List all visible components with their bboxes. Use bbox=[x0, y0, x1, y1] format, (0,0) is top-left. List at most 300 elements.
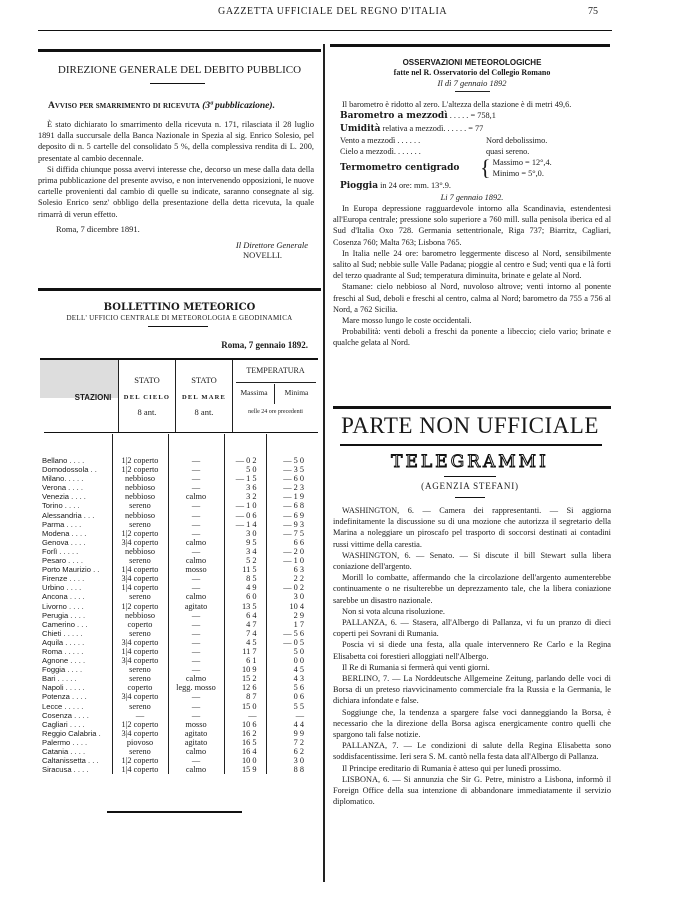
telegrammi-title: TELEGRAMMI bbox=[391, 452, 549, 472]
temp-max: 7 4 bbox=[224, 629, 266, 638]
sky-state: sereno bbox=[112, 520, 168, 529]
table-row bbox=[0, 520, 306, 529]
sea-state: — bbox=[168, 665, 224, 674]
table-row bbox=[0, 756, 306, 765]
temp-min: — 2 0 bbox=[266, 547, 306, 556]
temp-max: 5 2 bbox=[224, 556, 266, 565]
sky-state: 1|2 coperto bbox=[112, 456, 168, 465]
gazette-title: GAZZETTA UFFICIALE DEL REGNO D'ITALIA bbox=[218, 6, 448, 17]
cielo-row bbox=[333, 146, 611, 157]
header-stato-cielo: STATO bbox=[134, 375, 160, 385]
station-name: Urbino . . . . bbox=[42, 583, 82, 593]
temp-min: 7 2 bbox=[266, 738, 306, 747]
label: Pioggia bbox=[340, 180, 379, 191]
table-row bbox=[0, 683, 306, 692]
sky-state: nebbioso bbox=[112, 511, 168, 520]
avviso-publication: (3ª pubblicazione). bbox=[202, 101, 275, 111]
station-name: Chieti . . . . . bbox=[42, 628, 83, 638]
avviso-title: Avviso per smarrimento di ricevuta bbox=[48, 101, 200, 111]
sea-state: calmo bbox=[168, 765, 224, 774]
table-row bbox=[0, 647, 306, 656]
header-minima: Minima bbox=[284, 388, 309, 397]
temp-max: 16 2 bbox=[224, 729, 266, 738]
weather-table bbox=[0, 434, 306, 774]
station-name: Cagliari . . . . bbox=[42, 719, 85, 729]
temp-min: — 1 0 bbox=[266, 556, 306, 565]
temp-max: 16 5 bbox=[224, 738, 266, 747]
osservazioni-date: Il dì 7 gennaio 1892 bbox=[437, 78, 507, 88]
station-name: Pesaro . . . . bbox=[42, 556, 83, 566]
table-row bbox=[0, 492, 306, 501]
table-row bbox=[0, 465, 306, 474]
temp-max: 11 7 bbox=[224, 647, 266, 656]
temp-max: 8 7 bbox=[224, 692, 266, 701]
sky-state: 3|4 coperto bbox=[112, 656, 168, 665]
massimo: Massimo = 12°,4. bbox=[492, 158, 552, 168]
sky-state: 3|4 coperto bbox=[112, 692, 168, 701]
station-name: Agnone . . . . bbox=[42, 656, 86, 666]
sea-state: — bbox=[168, 501, 224, 510]
sky-state: 3|4 coperto bbox=[112, 538, 168, 547]
header-massima: Massima bbox=[240, 388, 268, 397]
sea-state: — bbox=[168, 520, 224, 529]
station-name: Roma . . . . . bbox=[42, 646, 84, 656]
temp-min: 4 5 bbox=[266, 665, 306, 674]
station-name: Modena . . . . bbox=[42, 528, 87, 538]
avviso-date: Roma, 7 dicembre 1891. bbox=[56, 223, 140, 234]
temp-max: 6 0 bbox=[224, 592, 266, 601]
station-name: Lecce . . . . . bbox=[42, 701, 84, 711]
header-stato-mare: STATO bbox=[191, 375, 217, 385]
station-name: Firenze . . . . bbox=[42, 574, 85, 584]
temp-max: 15 0 bbox=[224, 702, 266, 711]
sky-state: piovoso bbox=[112, 738, 168, 747]
station-name: Livorno . . . . bbox=[42, 601, 84, 611]
station-name: Forlì . . . . . bbox=[42, 546, 79, 556]
table-row bbox=[0, 747, 306, 756]
sea-state: mosso bbox=[168, 565, 224, 574]
table-row bbox=[0, 538, 306, 547]
station-name: Domodossola . . bbox=[42, 465, 97, 475]
sea-state: — bbox=[168, 574, 224, 583]
sky-state: coperto bbox=[112, 683, 168, 692]
sea-state: — bbox=[168, 483, 224, 492]
sea-state: — bbox=[168, 474, 224, 483]
temp-min: 5 5 bbox=[266, 702, 306, 711]
paragraph: In Europa depressione ragguardevole intorno alla Scandinavia, estendentesi all'Europa centrale; pressione solo superiore a 760 mill. sulla penisola iberica ed al Sud d'Italia Oxo 728. Germania settentrionale, Riga 737; Biarritz, Cagliari, Cosenza 760; Malta 763; Lisbona 765. bbox=[333, 204, 611, 247]
sky-state: 1|2 coperto bbox=[112, 602, 168, 611]
sky-state: sereno bbox=[112, 592, 168, 601]
station-name: Napoli . . . . . bbox=[42, 683, 85, 693]
sea-state: agitato bbox=[168, 729, 224, 738]
sea-state: — bbox=[168, 456, 224, 465]
sky-state: coperto bbox=[112, 620, 168, 629]
temp-min: 9 9 bbox=[266, 729, 306, 738]
temp-max: — 1 5 bbox=[224, 474, 266, 483]
temp-min: 3 0 bbox=[266, 756, 306, 765]
table-row bbox=[0, 720, 306, 729]
station-name: Caltanissetta . . . bbox=[42, 756, 99, 766]
temp-min: 6 2 bbox=[266, 747, 306, 756]
sea-state: — bbox=[168, 647, 224, 656]
temp-min: — 6 9 bbox=[266, 511, 306, 520]
sky-state: 1|2 coperto bbox=[112, 465, 168, 474]
temp-max: 10 6 bbox=[224, 720, 266, 729]
value: in 24 ore: mm. 13°.9. bbox=[380, 180, 451, 190]
sea-state: — bbox=[168, 529, 224, 538]
divider bbox=[444, 476, 496, 477]
temp-max: 9 5 bbox=[224, 538, 266, 547]
temp-max: 4 9 bbox=[224, 583, 266, 592]
header-del-cielo: DEL CIELO bbox=[123, 394, 171, 401]
temp-max: — 1 4 bbox=[224, 520, 266, 529]
parte-title: PARTE NON UFFICIALE bbox=[341, 413, 599, 438]
sea-state: — bbox=[168, 547, 224, 556]
temp-max: 13 5 bbox=[224, 602, 266, 611]
station-name: Porto Maurizio . . bbox=[42, 565, 100, 575]
sea-state: — bbox=[168, 638, 224, 647]
temp-min: — 7 5 bbox=[266, 529, 306, 538]
table-row bbox=[0, 638, 306, 647]
station-name: Venezia . . . . bbox=[42, 492, 86, 502]
table-row bbox=[0, 711, 306, 720]
paragraph: Si diffida chiunque possa avervi interesse che, decorso un mese dalla data della prima pubblicazione del presente avviso, e non intervenendo opposizioni, le nuove cartelle provenienti dal cambio di quelle su indicate, saranno consegnate al sig. Solesio Enrico senz' obbligo della presentazione della detta ricevuta, la quale rimarrà di verun effetto. bbox=[38, 164, 314, 219]
table-row bbox=[0, 565, 306, 574]
value: . . . . . = 758,1 bbox=[449, 111, 496, 121]
sky-state: nebbioso bbox=[112, 474, 168, 483]
station-name: Milano. . . . . bbox=[42, 474, 84, 484]
sea-state: — bbox=[168, 465, 224, 474]
station-name: Verona . . . . bbox=[42, 483, 83, 493]
value: quasi sereno. bbox=[486, 147, 530, 157]
table-row bbox=[0, 483, 306, 492]
sky-state: 3|4 coperto bbox=[112, 638, 168, 647]
termometro-row bbox=[333, 157, 611, 179]
station-name: Parma . . . . bbox=[42, 519, 82, 529]
temp-min: 2 9 bbox=[266, 611, 306, 620]
sea-state: — bbox=[168, 511, 224, 520]
temp-max: 15 9 bbox=[224, 765, 266, 774]
station-name: Siracusa . . . . bbox=[42, 765, 89, 775]
temp-max: — 0 2 bbox=[224, 456, 266, 465]
temp-min: 1 7 bbox=[266, 620, 306, 629]
header-ant-cielo: 8 ant. bbox=[137, 407, 157, 417]
temp-min: — 3 5 bbox=[266, 465, 306, 474]
table-row bbox=[0, 729, 306, 738]
column-divider bbox=[323, 44, 325, 882]
telegram: Non si vota alcuna risoluzione. bbox=[342, 606, 445, 616]
temp-max: — 1 0 bbox=[224, 501, 266, 510]
value: Nord debolissimo. bbox=[486, 135, 548, 145]
table-row bbox=[0, 592, 306, 601]
brace: { bbox=[480, 155, 491, 181]
telegram: BERLINO, 7. — La Norddeutsche Allgemeine Zeitung, parlando delle voci di Borsa di un preteso riavvicinamento commerciale fra la Russia e la Germania, le dichiara infondate e false. bbox=[333, 674, 611, 706]
temp-min: — 2 3 bbox=[266, 483, 306, 492]
table-row bbox=[0, 529, 306, 538]
header-rule bbox=[38, 30, 612, 31]
sea-state: — bbox=[168, 711, 224, 720]
table-row bbox=[0, 602, 306, 611]
sea-state: calmo bbox=[168, 538, 224, 547]
sea-state: legg. mosso bbox=[168, 683, 224, 692]
temp-min: 3 0 bbox=[266, 592, 306, 601]
sky-state: 1|4 coperto bbox=[112, 647, 168, 656]
table-header-rule bbox=[44, 432, 318, 433]
temp-min: — 0 5 bbox=[266, 638, 306, 647]
telegram: WASHINGTON, 6. — Camera dei rappresentanti. — Si aggiorna indefinitamente la discussione su di una mozione che autorizza il segretario della Marina a noleggiare un piroscafo pel trasporto di soccorsi destinati ai contadini russi vittime della carestia. bbox=[333, 506, 611, 549]
divider bbox=[455, 497, 485, 498]
sky-state: 3|4 coperto bbox=[112, 729, 168, 738]
telegram: Poscia vi si diede una festa, alla quale intervennero Re Carlo e la Regina Elisabetta coi forestieri alloggiati nell'Albergo. bbox=[333, 640, 611, 661]
signer-title: Il Direttore Generale bbox=[235, 239, 308, 250]
temp-min: 5 0 bbox=[266, 647, 306, 656]
temp-min: 6 6 bbox=[266, 538, 306, 547]
sky-state: 1|2 coperto bbox=[112, 756, 168, 765]
vento-row bbox=[333, 135, 611, 146]
table-row bbox=[0, 656, 306, 665]
temp-max: 6 4 bbox=[224, 611, 266, 620]
telegram: Il Principe ereditario di Rumania è atteso qui per lunedì prossimo. bbox=[342, 763, 562, 773]
avviso-body bbox=[38, 119, 314, 260]
temp-max: — bbox=[224, 711, 266, 720]
table-row bbox=[0, 474, 306, 483]
telegram: Il Re di Rumania si fermerà qui venti giorni. bbox=[342, 662, 490, 672]
station-name: Aquila . . . . . bbox=[42, 637, 85, 647]
label: Termometro centigrado bbox=[340, 162, 460, 173]
osservazioni-date2: Li 7 gennaio 1892. bbox=[440, 192, 504, 202]
temp-max: 6 1 bbox=[224, 656, 266, 665]
temp-min: — 6 8 bbox=[266, 501, 306, 510]
table-row bbox=[0, 765, 306, 774]
paragraph: È stato dichiarato lo smarrimento della ricevuta n. 171, rilasciata il 28 luglio 1891 dalla succursale della Banca Nazionale in Spezia al sig. Enrico Solesio, pel deposito di n. 5 cartelle del consolidato 5 %, della complessiva rendita di L. 200, presentate al cambio decennale. bbox=[38, 120, 314, 163]
signer-name: NOVELLI. bbox=[243, 249, 282, 260]
osservazioni bbox=[333, 58, 611, 349]
temp-max: 8 5 bbox=[224, 574, 266, 583]
temp-min: 6 3 bbox=[266, 565, 306, 574]
sea-state: — bbox=[168, 702, 224, 711]
sea-state: — bbox=[168, 583, 224, 592]
table-row bbox=[0, 629, 306, 638]
temp-min: 0 0 bbox=[266, 656, 306, 665]
table-row bbox=[0, 583, 306, 592]
table-row bbox=[0, 456, 306, 465]
sea-state: — bbox=[168, 656, 224, 665]
temp-min: 4 3 bbox=[266, 674, 306, 683]
temp-max: 15 2 bbox=[224, 674, 266, 683]
value: relativa a mezzodì. . . . . . = 77 bbox=[382, 123, 484, 133]
temp-max: 16 4 bbox=[224, 747, 266, 756]
sky-state: 1|4 coperto bbox=[112, 565, 168, 574]
temp-max: 4 7 bbox=[224, 620, 266, 629]
sea-state: calmo bbox=[168, 674, 224, 683]
temp-min: — 1 9 bbox=[266, 492, 306, 501]
station-name: Reggio Calabria . bbox=[42, 728, 101, 738]
bollettino-subtitle: DELL' UFFICIO CENTRALE DI METEOROLOGIA E GEODINAMICA bbox=[66, 314, 293, 322]
page-number: 75 bbox=[588, 6, 598, 17]
station-name: Camerino . . . bbox=[42, 619, 88, 629]
sea-state: agitato bbox=[168, 602, 224, 611]
sky-state: nebbioso bbox=[112, 492, 168, 501]
temp-min: — 6 0 bbox=[266, 474, 306, 483]
temp-min: — 9 3 bbox=[266, 520, 306, 529]
station-name: Cosenza . . . . bbox=[42, 710, 89, 720]
sea-state: calmo bbox=[168, 592, 224, 601]
sky-state: sereno bbox=[112, 674, 168, 683]
temp-min: 10 4 bbox=[266, 602, 306, 611]
temp-max: 5 0 bbox=[224, 465, 266, 474]
table-row bbox=[0, 620, 306, 629]
telegram: LISBONA, 6. — Si annunzia che Sir G. Petre, ministro a Lisbona, informò il Foreign Office della sua intenzione di abbandonare immediatamente il servizio diplomatico. bbox=[333, 774, 611, 807]
agenzia: (AGENZIA STEFANI) bbox=[421, 481, 519, 491]
sea-state: agitato bbox=[168, 738, 224, 747]
sky-state: 1|4 coperto bbox=[112, 765, 168, 774]
divider bbox=[455, 91, 490, 92]
temp-max: 12 6 bbox=[224, 683, 266, 692]
station-name: Genova . . . . bbox=[42, 537, 86, 547]
telegrammi-body bbox=[333, 505, 611, 807]
telegram: Morill lo combatte, affermando che la circolazione dell'argento aumenterebbe continuamente o ne risulterebbe un deprezzamento tale, che la libera coniazione sarebbe un disastro nazionale. bbox=[333, 573, 611, 605]
table-row bbox=[0, 674, 306, 683]
sea-state: — bbox=[168, 692, 224, 701]
table-row bbox=[0, 702, 306, 711]
station-name: Bellano . . . . bbox=[42, 456, 85, 465]
label: Cielo a mezzodì. . . . . . . bbox=[340, 147, 421, 157]
sky-state: sereno bbox=[112, 556, 168, 565]
bollettino-title: BOLLETTINO METEORICO bbox=[103, 302, 256, 313]
station-name: Palermo . . . . bbox=[42, 737, 88, 747]
table-row bbox=[0, 574, 306, 583]
temp-min: — 0 2 bbox=[266, 583, 306, 592]
paragraph: Stamane: cielo nebbioso al Nord, nuvoloso altrove; venti intorno al ponente freschi al Sud, deboli e freschi al centro, calma al Nord; barometro da 755 a 756 al Nord, a 762 Sicilia. bbox=[333, 282, 611, 314]
sky-state: sereno bbox=[112, 629, 168, 638]
pioggia-row bbox=[333, 180, 611, 192]
label: Umidità bbox=[340, 123, 381, 134]
table-row bbox=[0, 692, 306, 701]
temp-max: 3 4 bbox=[224, 547, 266, 556]
station-name: Catania . . . . bbox=[42, 747, 86, 756]
temp-min: 0 6 bbox=[266, 692, 306, 701]
sky-state: 1|2 coperto bbox=[112, 529, 168, 538]
sky-state: sereno bbox=[112, 665, 168, 674]
sky-state: 3|4 coperto bbox=[112, 574, 168, 583]
section-rule bbox=[38, 49, 321, 52]
sea-state: — bbox=[168, 629, 224, 638]
label: Vento a mezzodì . . . . . . bbox=[340, 135, 421, 145]
sky-state: sereno bbox=[112, 702, 168, 711]
sea-state: — bbox=[168, 756, 224, 765]
sea-state: calmo bbox=[168, 747, 224, 756]
temp-max: 3 2 bbox=[224, 492, 266, 501]
table-header bbox=[40, 360, 318, 432]
end-rule bbox=[107, 811, 242, 813]
table-row bbox=[0, 547, 306, 556]
sky-state: nebbioso bbox=[112, 547, 168, 556]
table-row bbox=[0, 611, 306, 620]
debito-title: DIREZIONE GENERALE DEL DEBITO PUBBLICO bbox=[57, 64, 302, 76]
telegram: PALLANZA, 7. — Le condizioni di salute della Regina Elisabetta sono soddisfacentissime. Ieri sera S. M. cantò nella festa data all'Albergo di Pallanza. bbox=[333, 741, 611, 762]
bollettino-date: Roma, 7 gennaio 1892. bbox=[221, 340, 308, 350]
osservazioni-title: OSSERVAZIONI METEOROLOGICHE bbox=[402, 58, 542, 67]
minimo: Minimo = 5°,0. bbox=[492, 169, 544, 179]
paragraph: Probabilità: venti deboli a freschi da ponente a libeccio; cielo vario; brinate e qualche gelata al Nord. bbox=[333, 327, 611, 348]
temp-max: — 0 6 bbox=[224, 511, 266, 520]
station-name: Potenza . . . . bbox=[42, 692, 87, 702]
section-rule bbox=[330, 44, 610, 47]
divider bbox=[150, 83, 205, 84]
section-rule bbox=[340, 444, 602, 446]
temp-min: 8 8 bbox=[266, 765, 306, 774]
barometro-intro: Il barometro è ridotto al zero. L'altezza della stazione è di metri 49,6. bbox=[342, 100, 572, 110]
umidita-row bbox=[333, 123, 611, 135]
temp-min: — bbox=[266, 711, 306, 720]
station-name: Torino . . . . bbox=[42, 501, 80, 511]
sky-state: 1|4 coperto bbox=[112, 583, 168, 592]
sea-state: calmo bbox=[168, 556, 224, 565]
paragraph: Mare mosso lungo le coste occidentali. bbox=[342, 316, 472, 326]
telegram: PALLANZA, 6. — Stasera, all'Albergo di Pallanza, vi fu un pranzo di dieci coperti pei Sovrani di Rumania. bbox=[333, 618, 611, 639]
temp-max: 3 0 bbox=[224, 529, 266, 538]
section-rule bbox=[333, 406, 611, 409]
sky-state: — bbox=[112, 711, 168, 720]
sky-state: nebbioso bbox=[112, 483, 168, 492]
sea-state: — bbox=[168, 611, 224, 620]
table-row bbox=[0, 556, 306, 565]
temp-max: 11 5 bbox=[224, 565, 266, 574]
temp-min: — 5 6 bbox=[266, 629, 306, 638]
section-rule bbox=[38, 288, 321, 291]
divider bbox=[236, 382, 316, 383]
station-name: Alessandria . . . bbox=[42, 510, 95, 520]
table-row bbox=[0, 665, 306, 674]
telegram: Soggiunge che, la tendenza a spargere false voci danneggiando la Borsa, è necessario che la direzione della Borsa agisca energicamente contro quelli che spargono tali false notizie. bbox=[333, 707, 611, 740]
temp-min: 5 6 bbox=[266, 683, 306, 692]
avviso-heading bbox=[48, 101, 318, 111]
temp-min: — 5 0 bbox=[266, 456, 306, 465]
temp-max: 3 6 bbox=[224, 483, 266, 492]
header-ant-mare: 8 ant. bbox=[194, 407, 214, 417]
header-del-mare: DEL MARE bbox=[181, 394, 227, 401]
telegram: WASHINGTON, 6. — Senato. — Si discute il bill Stewart sulla libera coniazione dell'argento. bbox=[333, 550, 611, 572]
paragraph: In Italia nelle 24 ore: barometro leggermente disceso al Nord, sensibilmente salito al Sud; nebbie sulle Valle Padana; pioggie al centro e Sud; venti qua e là forti del terzo quadrante al Sud; temperatura diminuita, brinate e gelate al Nord. bbox=[333, 248, 611, 281]
station-name: Ancona . . . . bbox=[42, 592, 85, 602]
table-row bbox=[0, 738, 306, 747]
label: Barometro a mezzodì bbox=[340, 111, 448, 122]
station-name: Bari . . . . . bbox=[42, 674, 77, 684]
sky-state: nebbioso bbox=[112, 611, 168, 620]
sky-state: sereno bbox=[112, 747, 168, 756]
header-stazioni: STAZIONI bbox=[74, 393, 112, 402]
table-row bbox=[0, 501, 306, 510]
barometro-row bbox=[333, 110, 611, 122]
sky-state: 1|2 coperto bbox=[112, 720, 168, 729]
header-temperatura: TEMPERATURA bbox=[246, 366, 305, 375]
sea-state: — bbox=[168, 620, 224, 629]
station-name: Perugia . . . . bbox=[42, 610, 86, 620]
temp-max: 10 9 bbox=[224, 665, 266, 674]
sky-state: sereno bbox=[112, 501, 168, 510]
station-name: Foggia . . . . bbox=[42, 665, 83, 675]
temp-max: 4 5 bbox=[224, 638, 266, 647]
header-nelle-24-ore: nelle 24 ore precedenti bbox=[248, 409, 303, 415]
sea-state: mosso bbox=[168, 720, 224, 729]
osservazioni-subtitle: fatte nel R. Osservatorio del Collegio Romano bbox=[393, 68, 551, 77]
divider bbox=[148, 326, 208, 327]
sea-state: calmo bbox=[168, 492, 224, 501]
temp-min: 2 2 bbox=[266, 574, 306, 583]
temp-min: 4 4 bbox=[266, 720, 306, 729]
table-row bbox=[0, 511, 306, 520]
temp-max: 10 0 bbox=[224, 756, 266, 765]
